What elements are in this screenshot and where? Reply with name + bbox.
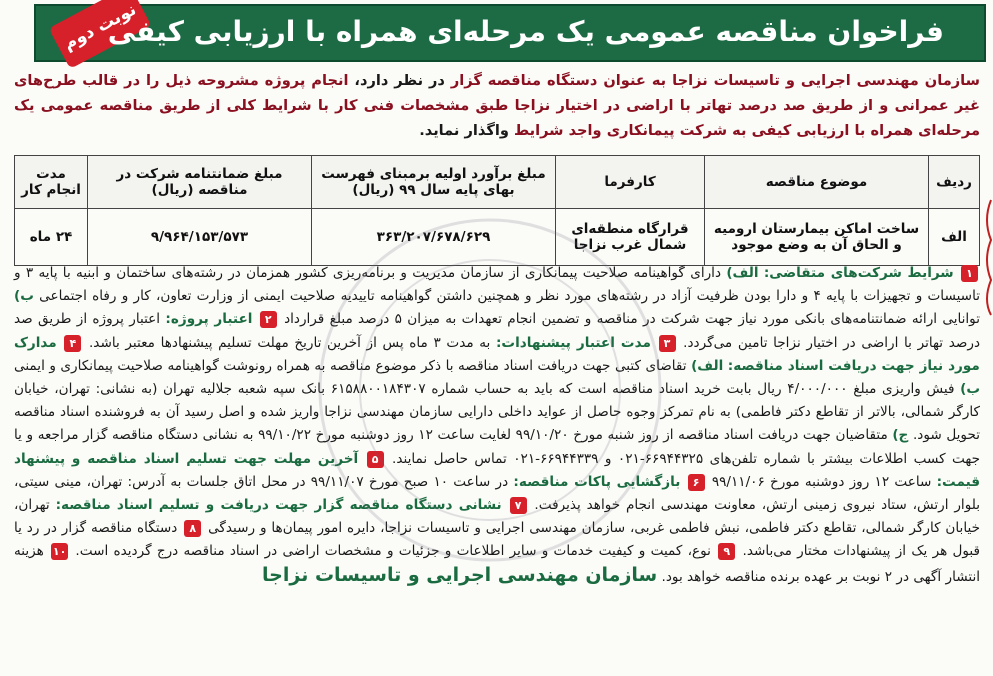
item-sub-1b: ب) — [14, 288, 34, 305]
item-text-4c: متقاضیان جهت دریافت اسناد مناقصه از روز شنبه مورخ ۹۹/۱۰/۲۰ لغایت ساعت ۱۲ روز دوشنبه مورخ ۹۹/۱۰/۲۲ به نشانی دستگاه مناقصه گزار مراجعه و یا جهت کسب اطلاعات بیشتر با شماره تلفن‌های ۶۶۹۴۴۳۲۵-۰۲۱ و ۶۶۹۴۴۳۳۹-۰۲۱ تماس حاصل نمایند. — [14, 427, 980, 467]
item-text-10: هزینه انتشار آگهی در ۲ نوبت بر عهده برنده مناقصه خواهد بود. — [14, 543, 980, 585]
table-row — [15, 209, 980, 266]
edge-mark-icon — [981, 190, 993, 320]
item-number-10: ۱۰ — [52, 545, 67, 559]
item-text-6: در ساعت ۱۰ صبح مورخ ۹۹/۱۱/۰۷ در محل اتاق جلسات به آدرس: تهران، مینی سیتی، بلوار ارتش، ستاد نیروی زمینی ارتش، معاونت مهندسی انجام خواهد پذیرفت. — [14, 473, 981, 514]
item-text-5: ساعت ۱۲ روز دوشنبه مورخ ۹۹/۱۱/۰۶ — [706, 473, 932, 490]
header-index: ردیف — [929, 156, 980, 209]
item-text-4b: فیش واریزی مبلغ ۴/۰۰۰/۰۰۰ ریال بابت خرید اسناد مناقصه است که باید به حساب شماره ۶۱۵۸۸۰۰۱۸۴۳۰۷ بانک سپه شعبه جلالیه تهران (به نشانی: تهران، خیابان کارگر شمالی، بالاتر از تقاطع دکتر فاطمی) به نام تمرکز وجوه حاصل از عواید داخلی دارایی سازمان مهندسی نزاجا واریز شده و اصل رسید آن به فروشنده اسناد مناقصه تحویل شود. — [14, 381, 981, 444]
item-sub-1a: الف) — [726, 265, 759, 281]
conditions-text — [14, 262, 980, 589]
table-header-row — [15, 156, 980, 209]
item-text-8: دستگاه مناقصه گزار در رد یا قبول هر یک از پیشنهادات مختار می‌باشد. — [14, 520, 981, 560]
item-heading-6: بازگشایی پاکات مناقصه: — [513, 473, 681, 490]
item-number-1: ۱ — [961, 265, 978, 282]
header-employer: کارفرما — [556, 156, 705, 209]
cell-guarantee: ۹/۹۶۴/۱۵۳/۵۷۳ — [88, 209, 312, 266]
cell-duration: ۲۴ ماه — [15, 209, 88, 266]
header-duration: مدت انجام کار — [15, 156, 88, 209]
item-heading-7: نشانی دستگاه مناقصه گزار جهت دریافت و تسلیم اسناد مناقصه: — [55, 497, 502, 514]
item-heading-4: مدارک مورد نیاز جهت دریافت اسناد مناقصه: — [14, 334, 980, 374]
item-number-6: ۶ — [688, 474, 705, 491]
badge-label: نوبت دوم — [60, 0, 140, 55]
intro-text-1: در نظر دارد، — [348, 72, 451, 89]
item-heading-3: مدت اعتبار پیشنهادات: — [496, 334, 651, 351]
cell-estimate: ۳۶۳/۲۰۷/۶۷۸/۶۲۹ — [312, 209, 556, 266]
page-edge-mark — [981, 190, 993, 320]
item-heading-2: اعتبار پروژه: — [165, 311, 253, 328]
item-heading-5: آخرین مهلت جهت تسلیم اسناد مناقصه و پیشنهاد قیمت: — [14, 450, 981, 490]
item-number-9: ۹ — [718, 543, 735, 560]
intro-paragraph — [14, 68, 980, 143]
item-number-5: ۵ — [367, 451, 384, 468]
intro-text-2: واگذار نماید. — [419, 122, 514, 139]
intro-organization: سازمان مهندسی اجرایی و تاسیسات نزاجا به عنوان دستگاه مناقصه گزار — [450, 72, 980, 89]
header-estimate: مبلغ برآورد اولیه برمبنای فهرست بهای پایه سال ۹۹ (ریال) — [312, 156, 556, 209]
tender-table — [14, 155, 980, 266]
item-text-4: تقاضای کتبی جهت دریافت اسناد مناقصه با ذکر موضوع مناقصه به همراه رونوشت گواهینامه صلاحیت پیمانکاری و ایمنی — [14, 357, 687, 374]
item-number-4: ۴ — [64, 335, 81, 352]
item-number-2: ۲ — [260, 311, 277, 328]
cell-subject: ساخت اماکن بیمارستان ارومیه و الحاق آن به وضع موجود — [705, 209, 929, 266]
item-text-2: اعتبار پروژه از طریق صد درصد تهاتر با اراضی در اختیار نزاجا تامین می‌گردد. — [14, 311, 981, 351]
header-subject: موضوع مناقصه — [705, 156, 929, 209]
cell-index: الف — [929, 209, 980, 266]
item-heading-1: شرایط شرکت‌های متقاضی: — [763, 265, 954, 281]
item-text-9: نوع، کمیت و کیفیت خدمات و سایر اطلاعات و جزئیات و مشخصات اراضی در اسناد مناقصه درج گردیده است. — [70, 543, 711, 560]
item-text-1b: توانایی ارائه ضمانتنامه‌های بانکی مورد نیاز جهت شرکت در مناقصه و تضمین انجام تعهدات به میزان ۵ درصد مبلغ قرارداد — [278, 311, 980, 328]
signature-organization: سازمان مهندسی اجرایی و تاسیسات نزاجا — [262, 563, 658, 586]
header-guarantee: مبلغ ضمانتنامه شرکت در مناقصه (ریال) — [88, 156, 312, 209]
notice-title: فراخوان مناقصه عمومی یک مرحله‌ای همراه با ارزیابی کیفی — [107, 15, 944, 48]
intro-project: انجام پروژه مشروحه ذیل را در قالب طرح‌های غیر عمرانی و از طریق صد درصد تهاتر با اراضی در اختیار نزاجا طبق مشخصات فنی کار با شرایط کلی از طریق مناقصه عمومی یک مرحله‌ای همراه با ارزیابی کیفی به شرکت پیمانکاری واجد شرایط — [14, 72, 980, 139]
item-text-3: به مدت ۳ ماه پس از آخرین تاریخ مهلت تسلیم پیشنهادها معتبر باشد. — [83, 334, 491, 351]
item-number-3: ۳ — [659, 335, 676, 352]
item-sub-4b: ب) — [960, 381, 980, 398]
item-number-8: ۸ — [184, 520, 201, 537]
item-text-1: دارای گواهینامه صلاحیت پیمانکاری از سازمان مدیریت و برنامه‌ریزی کشور همزمان در رشته‌های ساختمان و ابنیه با پایه ۳ و تاسیسات و تجهیزات با پایه ۴ و دارا بودن ظرفیت آزاد در رشته‌های مورد نظر و همچنین داشتن گواهینامه تاییدیه صلاحیت ایمنی از وزارت تعاون، کار و رفاه اجتماعی — [14, 265, 980, 305]
title-banner — [34, 0, 986, 62]
item-sub-4a: الف) — [691, 357, 724, 374]
cell-employer: قرارگاه منطقه‌ای شمال غرب نزاجا — [556, 209, 705, 266]
item-sub-4c: ج) — [892, 427, 909, 444]
item-text-7: تهران، خیابان کارگر شمالی، تقاطع دکتر فاطمی، نبش فاطمی غربی، سازمان مهندسی اجرایی و تاسیسات نزاجا، دایره امور پیمان‌ها و رسیدگی — [14, 497, 980, 537]
item-number-7: ۷ — [510, 497, 527, 514]
